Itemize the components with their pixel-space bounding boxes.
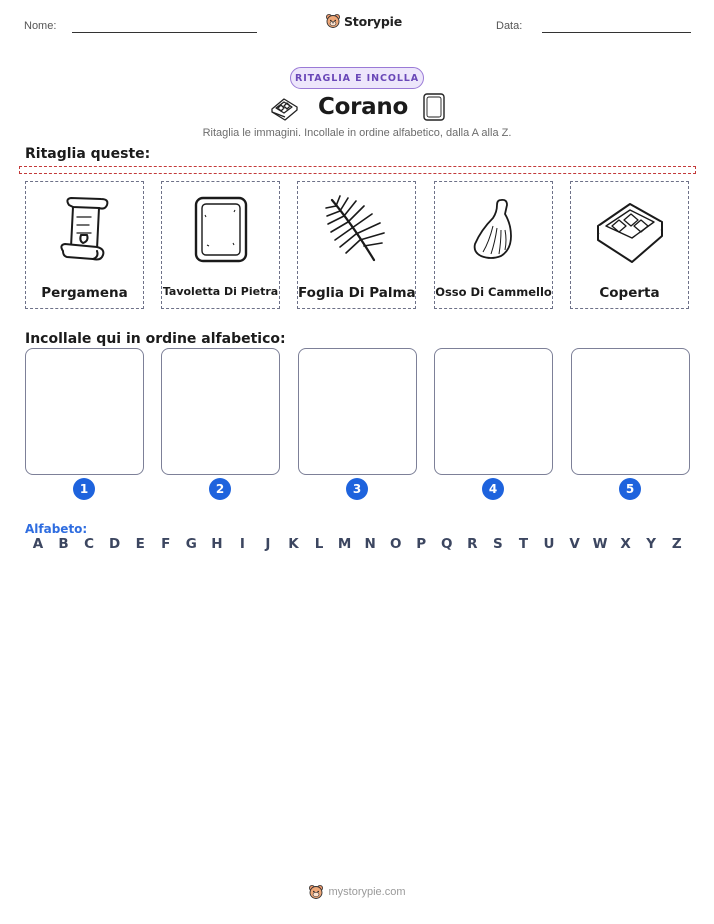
alphabet-letter-f: F (161, 536, 171, 552)
alphabet-letter-s: S (493, 536, 503, 552)
card-label: Osso Di Cammello (435, 285, 552, 299)
date-line[interactable] (542, 32, 691, 33)
alphabet-letter-p: P (416, 536, 427, 552)
alphabet-letter-r: R (467, 536, 478, 552)
cut-line (19, 166, 696, 174)
card-label: Tavoletta Di Pietra (162, 285, 279, 298)
camel-bone-icon (467, 196, 521, 264)
footer-url: mystorypie.com (328, 886, 406, 898)
stone-tablet-icon (422, 92, 446, 122)
alphabet-letter-o: O (389, 536, 402, 552)
cutout-card-coperta[interactable] (570, 181, 689, 309)
card-label: Pergamena (41, 285, 128, 301)
page-title: Corano (318, 94, 408, 120)
name-line[interactable] (72, 32, 257, 33)
cutout-card-pergamena[interactable] (25, 181, 144, 309)
alphabet-letter-k: K (288, 536, 299, 552)
instructions: Ritaglia le immagini. Incollale in ordine alfabetico, dalla A alla Z. (202, 127, 512, 139)
scroll-icon (53, 195, 117, 265)
paste-slot-5[interactable] (571, 348, 690, 475)
card-label: Foglia Di Palma (298, 285, 416, 301)
alphabet-letter-y: Y (646, 536, 657, 552)
brand-logo (325, 13, 402, 29)
alphabet-letter-g: G (185, 536, 197, 552)
card-label: Coperta (599, 285, 660, 301)
title-row (0, 92, 714, 122)
bear-mascot-icon (325, 13, 341, 29)
paste-slot-3[interactable] (298, 348, 417, 475)
palm-leaf-icon (322, 194, 392, 266)
cut-section-title: Ritaglia queste: (25, 146, 151, 162)
slot-number-2: 2 (209, 478, 231, 500)
alphabet-letter-e: E (135, 536, 145, 552)
alphabet-letter-c: C (84, 536, 95, 552)
alphabet-row (25, 536, 689, 556)
alphabet-letter-x: X (620, 536, 631, 552)
slot-number-3: 3 (346, 478, 368, 500)
slot-number-4: 4 (482, 478, 504, 500)
paste-slot-4[interactable] (434, 348, 553, 475)
alphabet-letter-v: V (569, 536, 580, 552)
alphabet-letter-m: M (337, 536, 352, 552)
alphabet-letter-u: U (543, 536, 555, 552)
footer (0, 884, 714, 900)
alphabet-letter-j: J (265, 536, 271, 552)
bear-mascot-icon (308, 884, 324, 900)
alphabet-letter-q: Q (441, 536, 453, 552)
alphabet-letter-a: A (32, 536, 44, 552)
folded-blanket-icon (268, 93, 300, 121)
slot-number-5: 5 (619, 478, 641, 500)
alphabet-letter-w: W (592, 536, 608, 552)
folded-blanket-icon (592, 196, 668, 264)
alphabet-letter-t: T (518, 536, 529, 552)
cutout-card-tavoletta-di-pietra[interactable] (161, 181, 280, 309)
alphabet-letter-n: N (364, 536, 376, 552)
alphabet-letter-b: B (58, 536, 69, 552)
stone-tablet-icon (191, 195, 251, 265)
alphabet-letter-h: H (211, 536, 223, 552)
paste-section-title: Incollale qui in ordine alfabetico: (25, 331, 286, 347)
alphabet-letter-z: Z (671, 536, 682, 552)
cutout-card-osso-di-cammello[interactable] (434, 181, 553, 309)
cutout-card-foglia-di-palma[interactable] (297, 181, 416, 309)
activity-badge: RITAGLIA E INCOLLA (290, 67, 424, 89)
date-label: Data: (496, 20, 523, 32)
alphabet-letter-l: L (314, 536, 324, 552)
slot-number-1: 1 (73, 478, 95, 500)
alphabet-letter-i: I (239, 536, 245, 552)
alphabet-letter-d: D (109, 536, 121, 552)
brand-name: Storypie (344, 13, 402, 29)
paste-slot-1[interactable] (25, 348, 144, 475)
paste-slot-2[interactable] (161, 348, 280, 475)
alphabet-title: Alfabeto: (25, 522, 88, 536)
name-label: Nome: (24, 20, 57, 32)
